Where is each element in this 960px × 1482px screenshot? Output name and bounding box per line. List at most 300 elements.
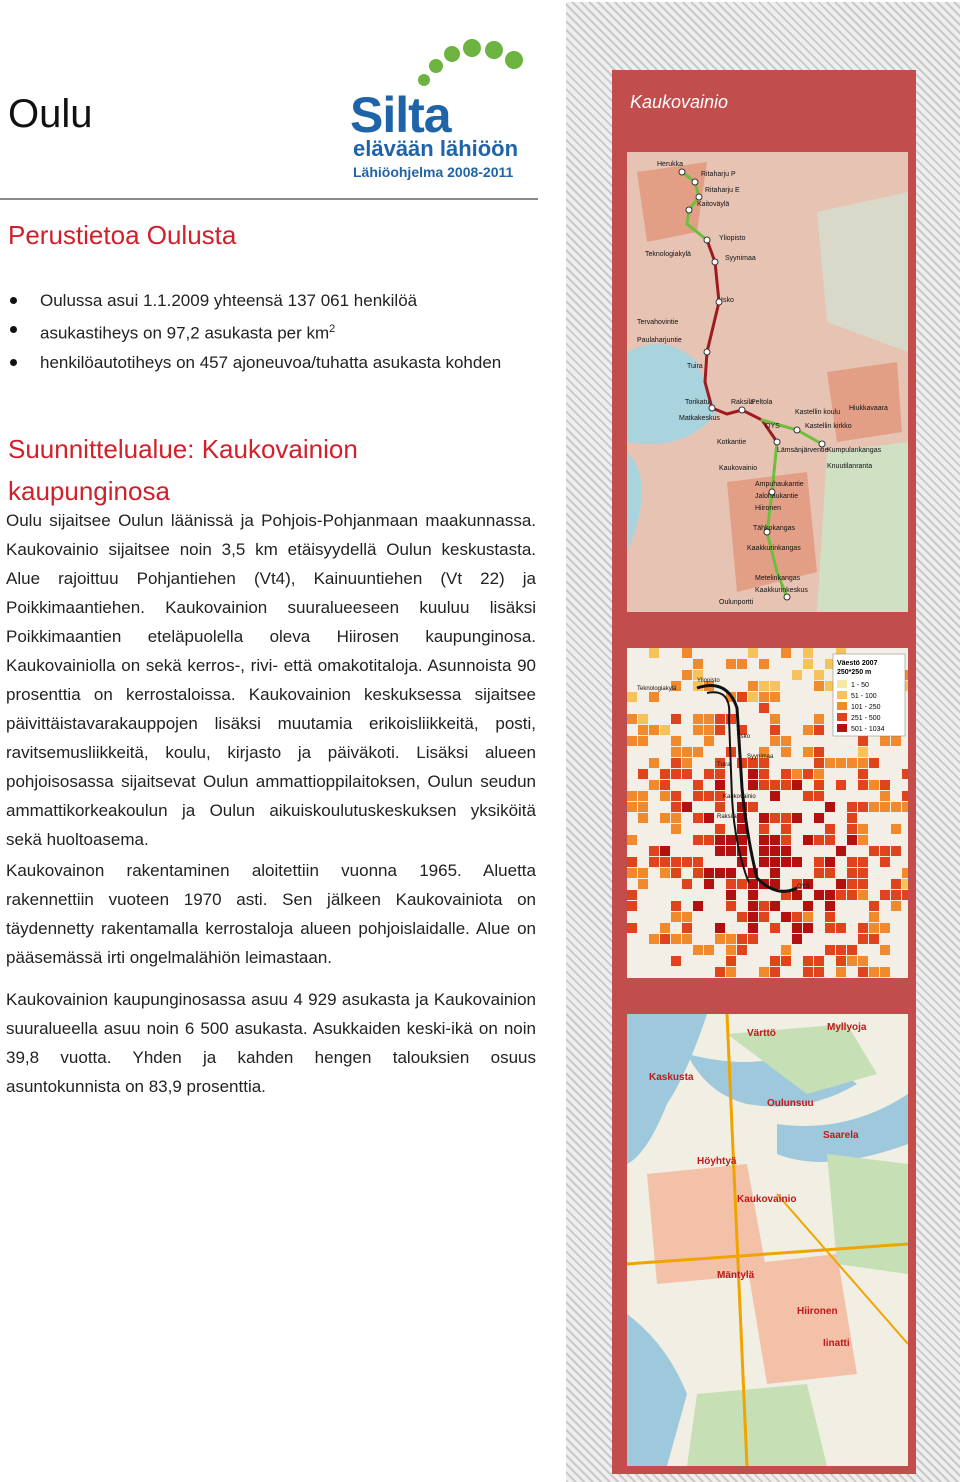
density-cell: [748, 879, 758, 889]
density-cell: [693, 813, 703, 823]
density-cell: [704, 945, 714, 955]
density-cell: [858, 769, 868, 779]
density-cell: [638, 725, 648, 735]
density-cell: [682, 769, 692, 779]
density-cell: [803, 648, 813, 658]
density-cell: [858, 879, 868, 889]
legend-swatch: [837, 680, 847, 688]
density-cell: [770, 725, 780, 735]
route-stop-label: Hiironen: [755, 505, 782, 512]
density-cell: [682, 857, 692, 867]
density-cell: [693, 659, 703, 669]
density-cell: [682, 648, 692, 658]
density-legend: [833, 654, 905, 736]
paragraph-population: Kaukovainion kaupunginosassa asuu 4 929 asukasta ja Kaukovainion suuralueella asuu noin 6 500 asukasta. Asukkaiden keski-ikä on noin 39,8 vuotta. Yhden ja kahden hengen talouksien osuus asuntokunnista on 83,9 prosenttia.: [6, 990, 536, 1096]
density-cell: [682, 670, 692, 680]
density-cell: [814, 967, 824, 977]
district-label: Oulunsuu: [767, 1098, 814, 1109]
density-cell: [825, 923, 835, 933]
density-cell: [759, 780, 769, 790]
density-cell: [781, 857, 791, 867]
density-cell: [803, 769, 813, 779]
density-cell: [715, 780, 725, 790]
density-cell: [715, 923, 725, 933]
density-cell: [814, 670, 824, 680]
density-cell: [748, 901, 758, 911]
route-stop-label: Kaukovainio: [719, 465, 758, 472]
density-cell: [737, 945, 747, 955]
density-cell: [748, 934, 758, 944]
density-cell: [704, 714, 714, 724]
legend-class-label: 51 - 100: [851, 693, 877, 700]
density-cell: [715, 835, 725, 845]
route-stop-label: Tuira: [687, 363, 703, 370]
density-cell: [726, 956, 736, 966]
density-cell: [671, 769, 681, 779]
legend-swatch: [837, 702, 847, 710]
density-cell: [880, 791, 890, 801]
density-cell: [825, 901, 835, 911]
density-cell: [814, 835, 824, 845]
density-cell: [902, 802, 908, 812]
density-cell: [847, 956, 857, 966]
density-cell: [726, 659, 736, 669]
density-cell: [902, 868, 908, 878]
density-cell: [825, 758, 835, 768]
legend-swatch: [837, 724, 847, 732]
density-cell: [660, 725, 670, 735]
legend-class-label: 101 - 250: [851, 704, 881, 711]
density-cell: [847, 857, 857, 867]
density-cell: [660, 780, 670, 790]
density-cell: [847, 835, 857, 845]
density-cell: [748, 769, 758, 779]
density-cell: [660, 846, 670, 856]
density-cell: [770, 791, 780, 801]
legend-class-label: 501 - 1034: [851, 726, 885, 733]
density-cell: [781, 813, 791, 823]
density-cell: [737, 934, 747, 944]
density-cell: [847, 813, 857, 823]
density-cell: [825, 835, 835, 845]
density-cell: [770, 835, 780, 845]
facts-list: [40, 286, 520, 377]
legend-swatch: [837, 691, 847, 699]
density-cell: [693, 901, 703, 911]
density-cell: [649, 846, 659, 856]
density-cell: [748, 692, 758, 702]
density-cell: [748, 923, 758, 933]
density-cell: [649, 648, 659, 658]
density-cell: [858, 868, 868, 878]
density-cell: [660, 769, 670, 779]
route-stop-label: Isko: [721, 297, 734, 304]
density-cell: [715, 725, 725, 735]
density-cell: [759, 857, 769, 867]
density-cell: [770, 780, 780, 790]
density-cell: [715, 714, 725, 724]
density-cell: [781, 747, 791, 757]
density-cell: [814, 681, 824, 691]
route-stop-label: Ritaharju P: [701, 171, 736, 178]
density-cell: [880, 967, 890, 977]
density-cell: [858, 967, 868, 977]
density-cell: [836, 945, 846, 955]
density-cell: [814, 956, 824, 966]
route-stop-label: Kumpulankangas: [827, 447, 882, 454]
logo-subtitle: elävään lähiöön: [353, 136, 519, 161]
density-cell: [638, 714, 648, 724]
density-cell: [814, 725, 824, 735]
density-cell: [869, 901, 879, 911]
density-cell: [682, 747, 692, 757]
density-cell: [825, 945, 835, 955]
density-cell: [781, 648, 791, 658]
density-cell: [781, 835, 791, 845]
density-cell: [671, 901, 681, 911]
density-cell: [671, 813, 681, 823]
route-stop-label: Herukka: [657, 161, 684, 168]
density-map-label: Isko: [739, 734, 751, 740]
density-cell: [671, 824, 681, 834]
density-cell: [627, 802, 637, 812]
density-cell: [836, 967, 846, 977]
density-cell: [858, 934, 868, 944]
density-cell: [792, 923, 802, 933]
logo-program: Lähiöohjelma 2008-2011: [353, 164, 514, 180]
density-cell: [770, 923, 780, 933]
density-cell: [858, 802, 868, 812]
density-cell: [638, 769, 648, 779]
route-stop-label: Ritaharju E: [705, 187, 740, 194]
density-cell: [880, 780, 890, 790]
density-cell: [737, 912, 747, 922]
density-cell: [825, 824, 835, 834]
route-stop-label: Tähkokangas: [753, 525, 796, 532]
density-cell: [627, 835, 637, 845]
density-cell: [770, 956, 780, 966]
density-cell: [792, 912, 802, 922]
density-cell: [847, 802, 857, 812]
density-cell: [836, 890, 846, 900]
logo-name: Silta: [350, 87, 451, 143]
density-cell: [847, 868, 857, 878]
density-cell: [759, 769, 769, 779]
density-cell: [693, 714, 703, 724]
density-cell: [759, 846, 769, 856]
density-cell: [693, 780, 703, 790]
density-cell: [781, 846, 791, 856]
route-stop-label: Kastellin koulu: [795, 409, 841, 416]
density-cell: [770, 967, 780, 977]
density-cell: [770, 846, 780, 856]
density-cell: [660, 857, 670, 867]
density-cell: [803, 967, 813, 977]
density-cell: [649, 934, 659, 944]
density-cell: [825, 857, 835, 867]
density-cell: [671, 758, 681, 768]
density-cell: [836, 846, 846, 856]
density-cell: [759, 681, 769, 691]
district-label: Höyhtyä: [697, 1156, 737, 1167]
density-cell: [715, 934, 725, 944]
density-cell: [660, 813, 670, 823]
density-cell: [638, 736, 648, 746]
density-cell: [704, 813, 714, 823]
legend-class-label: 1 - 50: [851, 682, 869, 689]
density-cell: [847, 824, 857, 834]
density-cell: [770, 868, 780, 878]
header-divider: [0, 198, 538, 200]
paragraph-history: Kaukovainon rakentaminen aloitettiin vuonna 1965. Aluetta rakennettiin vuoteen 1970 asti. Sen jälkeen Kaukovainiota on täydennetty rakentamalla kerrostaloja alueen pohjoislaidalle. Alue on pääsemässä irti ongelmalähiön leimastaan.: [6, 861, 536, 967]
legend-subtitle: 250*250 m: [837, 669, 872, 676]
density-cell: [638, 802, 648, 812]
density-cell: [902, 769, 908, 779]
density-cell: [792, 780, 802, 790]
density-cell: [770, 901, 780, 911]
density-cell: [836, 758, 846, 768]
legend-class-label: 251 - 500: [851, 715, 881, 722]
density-cell: [792, 813, 802, 823]
density-cell: [671, 868, 681, 878]
density-cell: [726, 901, 736, 911]
route-stop-label: Metelinkangas: [755, 575, 801, 582]
density-cell: [792, 934, 802, 944]
density-cell: [825, 890, 835, 900]
density-cell: [869, 934, 879, 944]
density-cell: [759, 912, 769, 922]
density-cell: [803, 901, 813, 911]
density-cell: [836, 780, 846, 790]
density-cell: [792, 890, 802, 900]
density-cell: [891, 736, 901, 746]
density-cell: [704, 835, 714, 845]
fact-density: [40, 315, 520, 348]
density-cell: [858, 956, 868, 966]
route-stop-label: Oulunportti: [719, 599, 754, 606]
density-cell: [858, 835, 868, 845]
paragraph-location: Oulu sijaitsee Oulun läänissä ja Pohjois-Pohjanmaan maakunnassa. Kaukovainio sijaitsee noin 3,5 km etäisyydellä Oulun keskustasta. Alue rajoittuu Pohjantiehen (Vt4), Kainuuntiehen (Vt 22) ja Poikkimaantiehen. Kaukovainion suuralueeseen kuuluu lisäksi Poikkimaantien eteläpuolella oleva Hiirosen kaupunginosa. Kaukovainiolla on sekä kerros-, rivi- että omakotitaloja. Asunnoista 90 prosenttia on kerrostaloissa. Kaukovainion keskuksessa sijaitsee päivittäistavarakauppojen lisäksi muutamia erikoisliikkeitä, posti, ravitsemusliikkeitä, koulu, kirjasto ja päiväkoti. Lisäksi alueen pohjoisosassa sijaitsevat Oulun ammattioppilaitoksen, Oulun seudun ammattikorkeakoulun ja Oulun aikuiskoulutuskeskuksen yksiköitä sekä huoltoasema.: [6, 511, 536, 849]
density-cell: [770, 736, 780, 746]
density-map-label: Yliopisto: [697, 678, 720, 684]
density-cell: [726, 868, 736, 878]
density-cell: [770, 857, 780, 867]
density-cell: [880, 890, 890, 900]
density-cell: [825, 912, 835, 922]
density-cell: [825, 802, 835, 812]
density-cell: [792, 769, 802, 779]
district-label: Kaskusta: [649, 1072, 694, 1083]
density-cell: [891, 879, 901, 889]
density-cell: [671, 714, 681, 724]
density-cell: [726, 890, 736, 900]
density-cell: [748, 681, 758, 691]
route-stop-label: Paulaharjuntie: [637, 337, 682, 344]
density-cell: [693, 857, 703, 867]
fact-density-sup: 2: [329, 323, 336, 335]
route-stop-label: Kastellin kirkko: [805, 423, 852, 430]
density-cell: [671, 857, 681, 867]
route-stop-label: Hiukkavaara: [849, 405, 888, 412]
density-cell: [627, 714, 637, 724]
density-cell: [814, 714, 824, 724]
density-cell: [704, 879, 714, 889]
density-cell: [671, 934, 681, 944]
density-cell: [869, 912, 879, 922]
fact-population: Oulussa asui 1.1.2009 yhteensä 137 061 henkilöä: [40, 286, 520, 315]
density-cell: [715, 802, 725, 812]
density-cell: [803, 923, 813, 933]
density-cell: [836, 879, 846, 889]
density-cell: [649, 692, 659, 702]
density-cell: [726, 835, 736, 845]
density-cell: [693, 868, 703, 878]
density-cell: [891, 802, 901, 812]
density-cell: [814, 769, 824, 779]
density-cell: [759, 813, 769, 823]
density-cell: [671, 791, 681, 801]
density-cell: [891, 901, 901, 911]
density-cell: [704, 868, 714, 878]
density-cell: [858, 758, 868, 768]
density-cell: [880, 923, 890, 933]
density-cell: [627, 923, 637, 933]
district-map: [627, 1014, 908, 1466]
route-stop-label: Kaitoväylä: [697, 201, 730, 208]
density-cell: [671, 802, 681, 812]
density-cell: [814, 813, 824, 823]
density-cell: [671, 747, 681, 757]
density-cell: [814, 747, 824, 757]
density-cell: [726, 967, 736, 977]
density-cell: [759, 824, 769, 834]
density-map-label: Syynimaa: [747, 754, 774, 760]
density-cell: [902, 879, 908, 889]
density-cell: [792, 857, 802, 867]
density-cell: [781, 736, 791, 746]
district-label: Saarela: [823, 1130, 859, 1141]
density-cell: [759, 703, 769, 713]
density-cell: [627, 868, 637, 878]
density-cell: [704, 736, 714, 746]
route-stop-label: Lämsänjärventie: [777, 447, 829, 454]
density-cell: [847, 890, 857, 900]
density-cell: [869, 967, 879, 977]
density-cell: [781, 824, 791, 834]
density-cell: [704, 725, 714, 735]
density-cell: [858, 747, 868, 757]
route-stop-label: Kaakkurinkangas: [747, 545, 801, 552]
density-cell: [693, 835, 703, 845]
density-cell: [858, 736, 868, 746]
density-cell: [737, 879, 747, 889]
density-cell: [902, 791, 908, 801]
density-cell: [847, 758, 857, 768]
density-cell: [726, 879, 736, 889]
density-cell: [627, 791, 637, 801]
route-stop-label: Torikatu: [685, 399, 710, 406]
density-cell: [803, 912, 813, 922]
density-cell: [704, 791, 714, 801]
silta-logo: [350, 38, 530, 188]
density-cell: [814, 857, 824, 867]
density-cell: [858, 890, 868, 900]
density-cell: [858, 824, 868, 834]
density-cell: [781, 912, 791, 922]
density-cell: [649, 780, 659, 790]
sidebar-label: Kaukovainio: [630, 92, 729, 112]
density-cell: [858, 923, 868, 933]
density-cell: [660, 791, 670, 801]
density-cell: [748, 890, 758, 900]
density-cell: [715, 846, 725, 856]
city-title: Oulu: [8, 92, 93, 136]
density-cell: [726, 934, 736, 944]
district-label: Iinatti: [823, 1338, 850, 1349]
route-stop-label: Syynimaa: [725, 255, 756, 262]
density-cell: [748, 802, 758, 812]
density-cell: [638, 868, 648, 878]
density-cell: [649, 758, 659, 768]
density-cell: [748, 912, 758, 922]
density-cell: [759, 901, 769, 911]
density-cell: [627, 901, 637, 911]
density-cell: [726, 846, 736, 856]
density-cell: [627, 857, 637, 867]
density-cell: [814, 890, 824, 900]
density-cell: [803, 835, 813, 845]
density-cell: [660, 934, 670, 944]
density-cell: [737, 659, 747, 669]
density-map: [627, 648, 908, 978]
density-map-label: Teknologiakylä: [637, 686, 677, 692]
density-cell: [869, 846, 879, 856]
density-cell: [869, 923, 879, 933]
district-label: Myllyoja: [827, 1022, 867, 1033]
density-cell: [693, 747, 703, 757]
density-cell: [759, 692, 769, 702]
density-cell: [869, 758, 879, 768]
density-cell: [836, 923, 846, 933]
route-stop-label: OYS: [765, 423, 780, 430]
density-cell: [682, 923, 692, 933]
density-cell: [814, 780, 824, 790]
density-cell: [814, 868, 824, 878]
density-cell: [682, 802, 692, 812]
route-stop-label: Jalohaukantie: [755, 493, 799, 500]
density-cell: [660, 868, 670, 878]
density-cell: [814, 758, 824, 768]
density-cell: [627, 890, 637, 900]
route-stop-label: Yliopisto: [719, 235, 746, 242]
density-cell: [759, 659, 769, 669]
density-cell: [770, 714, 780, 724]
density-cell: [726, 714, 736, 724]
route-stop-label: Raksila: [731, 399, 754, 406]
density-map-label: OYS: [797, 884, 810, 890]
density-cell: [781, 780, 791, 790]
density-cell: [803, 659, 813, 669]
route-stop-label: Kaakkurinkeskus: [755, 587, 808, 594]
district-label: Värttö: [747, 1028, 776, 1039]
route-stop-label: Tervahovintie: [637, 319, 679, 326]
density-cell: [649, 857, 659, 867]
density-cell: [858, 780, 868, 790]
density-cell: [814, 791, 824, 801]
density-cell: [781, 945, 791, 955]
density-cell: [682, 912, 692, 922]
route-map: [627, 152, 908, 612]
